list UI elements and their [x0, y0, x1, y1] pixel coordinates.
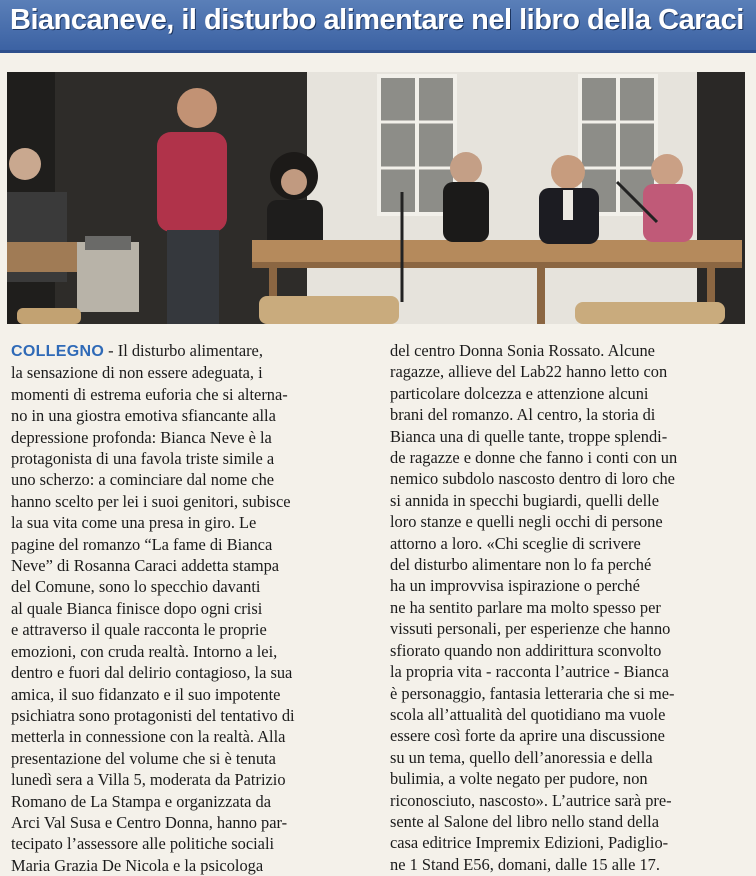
article-line: depressione profonda: Bianca Neve è la	[11, 427, 272, 447]
article-line: scola all’attualità del quotidiano ma vuole	[390, 704, 666, 724]
article-line: pagine del romanzo “La fame di Bianca	[11, 534, 273, 554]
article-line: Neve” di Rosanna Caraci addetta stampa	[11, 556, 280, 576]
article-line: casa editrice Impremix Edizioni, Padiglio-	[390, 833, 669, 853]
article-line: lunedì sera a Villa 5, moderata da Patrizio	[11, 770, 286, 790]
dateline: COLLEGNO	[11, 343, 105, 360]
article-line: tecipato l’assessore alle politiche sociali	[11, 834, 275, 854]
article-line: uno scherzo: a cominciare dal nome che	[11, 470, 275, 490]
article-line: sente al Salone del libro nello stand della	[390, 811, 660, 831]
article-line: psichiatra sono protagonisti del tentativo di	[11, 705, 295, 725]
article-line: hanno scelto per lei i suoi genitori, subisce	[11, 491, 291, 511]
article-line: essere così forte da aprire una discussione	[390, 726, 665, 746]
article-line: si annida in specchi bugiardi, quelli delle	[390, 490, 660, 510]
article-line: al quale Bianca finisce dopo ogni crisi	[11, 598, 263, 618]
article-headline: Biancaneve, il disturbo alimentare nel libro della Caraci	[10, 4, 744, 36]
article-line: de ragazze e donne che fanno i conti con un	[390, 448, 678, 468]
article-line: ne 1 Stand E56, domani, dalle 15 alle 17.	[390, 854, 660, 874]
article-line: bulimia, a volte negato per pudore, non	[390, 769, 648, 789]
article-line: protagonista di una favola triste simile a	[11, 449, 275, 469]
headline-bar	[0, 0, 756, 53]
article-line: riconosciuto, nascosto». L’autrice sarà pre-	[390, 790, 672, 810]
article-line: ragazze, allieve del Lab22 hanno letto con	[390, 362, 668, 382]
article-line: emozioni, con cruda realtà. Intorno a lei,	[11, 641, 278, 661]
article-line: è personaggio, fantasia letteraria che si me-	[390, 683, 675, 703]
article-line: sfiorato quando non addirittura sconvolto	[390, 640, 662, 660]
article-column-right	[390, 340, 746, 875]
article-line: attorno a loro. «Chi sceglie di scrivere	[390, 533, 641, 553]
article-line: vissuti personali, per esperienze che hanno	[390, 619, 671, 639]
article-line: del centro Donna Sonia Rossato. Alcune	[390, 341, 655, 360]
article-line: del disturbo alimentare non lo fa perché	[390, 555, 652, 575]
article-line: la sensazione di non essere adeguata, i	[11, 363, 263, 383]
article-line: momenti di estrema euforia che si alterna-	[11, 384, 288, 404]
event-photo-illustration	[7, 72, 745, 324]
article-line: e attraverso il quale racconta le proprie	[11, 620, 267, 640]
article-line: ha un improvvisa ispirazione o perché	[390, 576, 640, 596]
article-line: no in una giostra emotiva sfiancante alla	[11, 406, 276, 426]
article-line: brani del romanzo. Al centro, la storia di	[390, 405, 656, 425]
article-line: dentro e fuori dal delirio contagioso, la sua	[11, 663, 293, 683]
article-line: Maria Grazia De Nicola e la psicologa	[11, 855, 264, 875]
article-line: amica, il suo fidanzato e il suo impotente	[11, 684, 281, 704]
article-line: loro stanze e quelli negli occhi di persone	[390, 512, 663, 532]
article-line: Bianca una di quelle tante, troppe splendi-	[390, 426, 668, 446]
article-line: metterla in connessione con la realtà. Alla	[11, 727, 286, 747]
article-line: ne ha sentito parlare ma molto spesso per	[390, 597, 661, 617]
article-photo	[7, 72, 745, 324]
article-line: la sua vita come una presa in giro. Le	[11, 513, 257, 533]
article-line: particolare dolcezza e attenzione alcuni	[390, 383, 649, 403]
article-line: Romano de La Stampa e organizzata da	[11, 791, 272, 811]
article-line: su un tema, quello dell’anoressia e della	[390, 747, 653, 767]
article-line: COLLEGNO - Il disturbo alimentare,	[11, 341, 263, 360]
article-line: Arci Val Susa e Centro Donna, hanno par-	[11, 812, 288, 832]
article-line: la propria vita - racconta l’autrice - Bianca	[390, 662, 669, 682]
article-line: presentazione del volume che si è tenuta	[11, 748, 276, 768]
article-column-left	[11, 340, 371, 876]
article-line: nemico subdolo nascosto dentro di loro che	[390, 469, 675, 489]
article-line: del Comune, sono lo specchio davanti	[11, 577, 261, 597]
